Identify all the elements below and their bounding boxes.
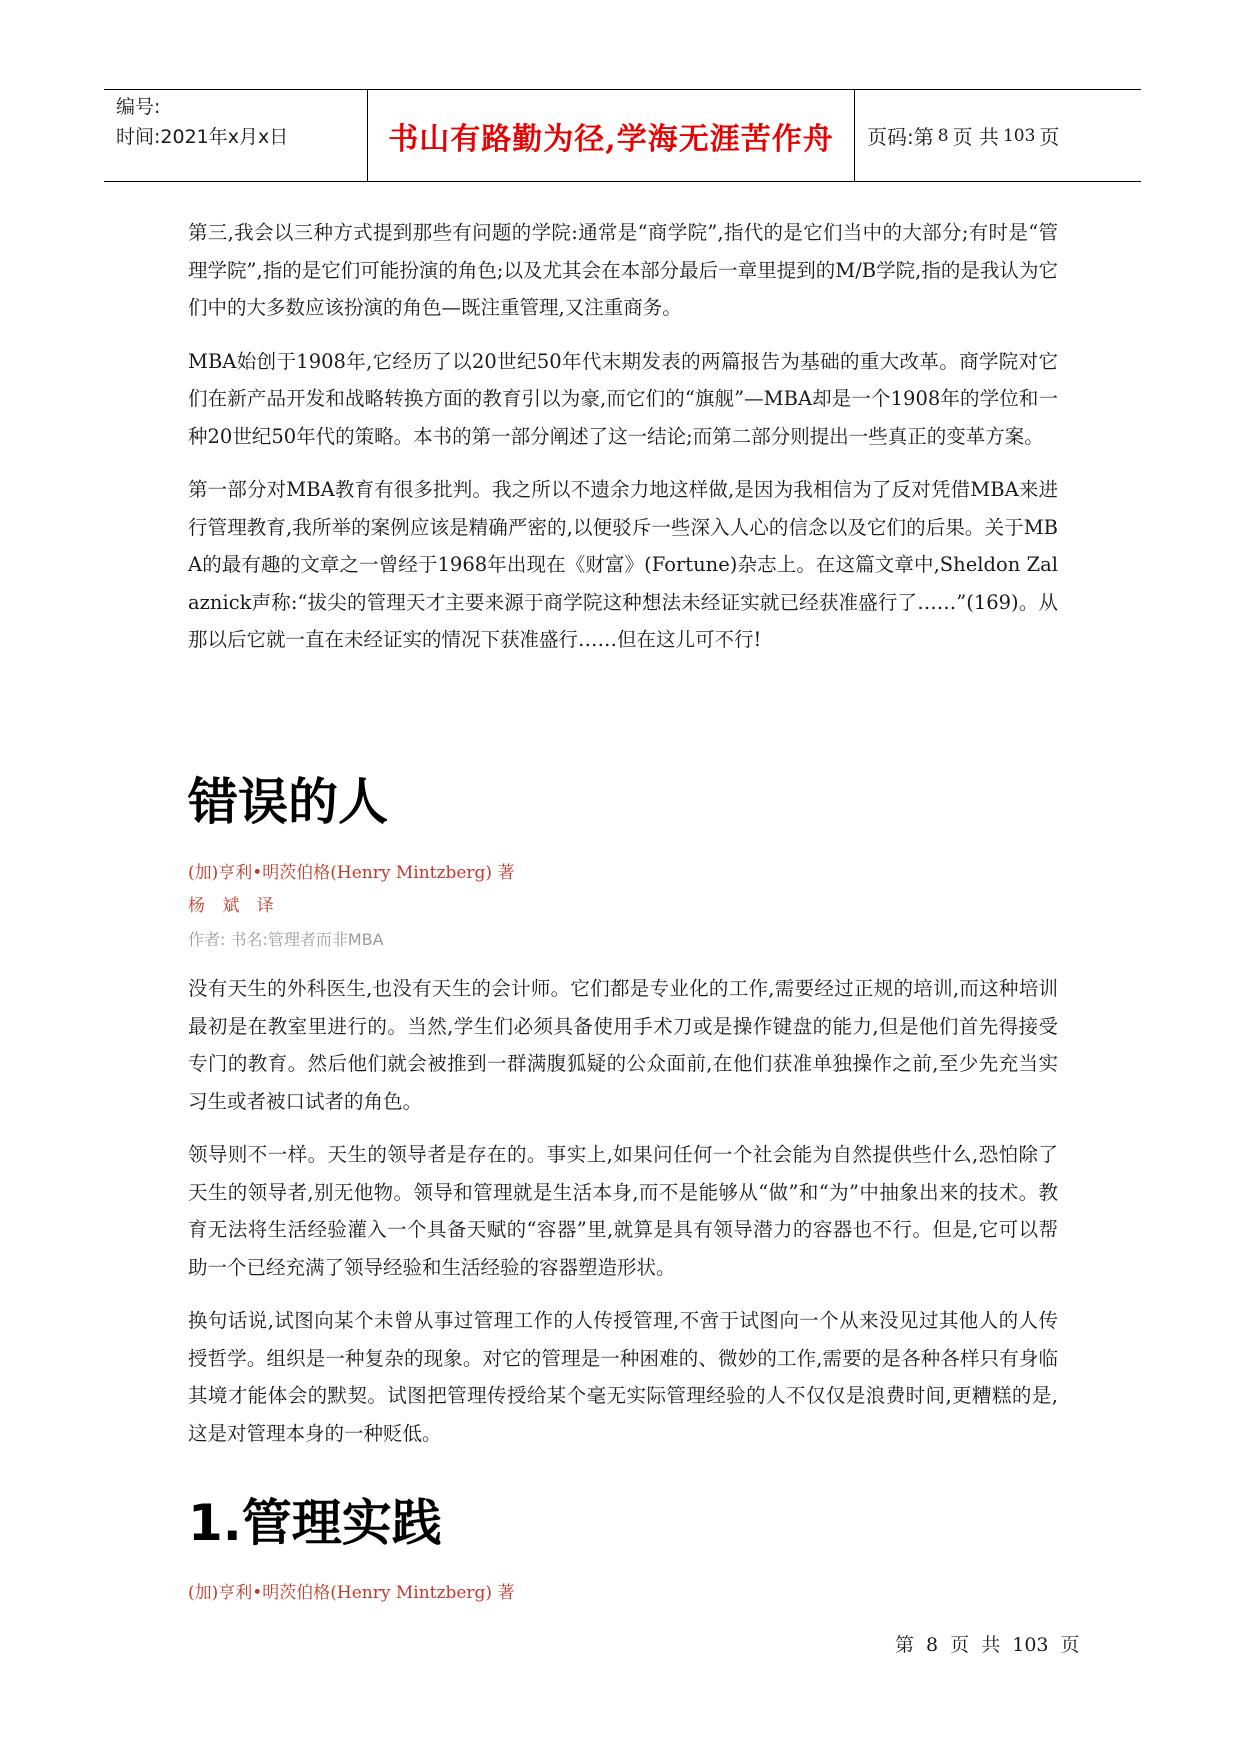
author-line: (加)亨利•明茨伯格(Henry Mintzberg) 著 (188, 863, 515, 883)
paragraph: 领导则不一样。天生的领导者是存在的。事实上,如果问任何一个社会能为自然提供些什么,恐怕除了天生的领导者,别无他物。领导和管理就是生活本身,而不是能够从“做”和“为”中抽象出来的技术。教育无法将生活经验灌入一个具备天赋的“容器”里,就算是具有领导潜力的容器也不行。但是,它可以帮助一个已经充满了领导经验和生活经验的容器塑造形状。 (188, 1143, 1058, 1279)
header-motto-cell (368, 90, 855, 181)
paragraph: 第三,我会以三种方式提到那些有问题的学院:通常是“商学院”,指代的是它们当中的大部分;有时是“管理学院”,指的是它们可能扮演的角色;以及尤其会在本部分最后一章里提到的M/B学院,指的是我认为它们中的大多数应该扮演的角色—既注重管理,又注重商务。 (188, 221, 1058, 319)
page-label: 页码:第 (867, 125, 934, 149)
translator-line: 杨 斌 译 (188, 896, 280, 916)
paragraph: MBA始创于1908年,它经历了以20世纪50年代末期发表的两篇报告为基础的重大改革。商学院对它们在新产品开发和战略转换方面的教育引以为豪,而它们的“旗舰”—MBA却是一个1908年的学位和一种20世纪50年代的策略。本书的第一部分阐述了这一结论;而第二部分则提出一些真正的变革方案。 (188, 349, 1058, 448)
section-wrong-people (188, 762, 1058, 834)
document-number-label: 编号: (116, 96, 161, 118)
page-end-label: 页 (1039, 125, 1060, 149)
paragraph: 没有天生的外科医生,也没有天生的会计师。它们都是专业化的工作,需要经过正规的培训,而这种培训最初是在教室里进行的。当然,学生们必须具备使用手术刀或是操作键盘的能力,但是他们首先得接受专门的教育。然后他们就会被推到一群满腹狐疑的公众面前,在他们获准单独操作之前,至少先充当实习生或者被口试者的角色。 (188, 977, 1058, 1113)
document-time-label: 时间:2021年x月x日 (116, 126, 289, 148)
page-header (104, 89, 1141, 182)
section-heading: 1.管理实践 (188, 1494, 442, 1552)
section1-body (188, 970, 1058, 1452)
paragraph: 第一部分对MBA教育有很多批判。我之所以不遗余力地这样做,是因为我相信为了反对凭借MBA来进行管理教育,我所举的案例应该是精确严密的,以便驳斥一些深入人心的信念以及它们的后果。关于MBA的最有趣的文章之一曾经于1968年出现在《财富》(Fortune)杂志上。在这篇文章中,Sheldon Zalaznick声称:“拔尖的管理天才主要来源于商学院这种想法未经证实就已经获准盛行了……”(169)。从那以后它就一直在未经证实的情况下获准盛行……但在这儿可不行! (188, 478, 1058, 651)
header-meta-cell (104, 90, 368, 181)
author-line: (加)亨利•明茨伯格(Henry Mintzberg) 著 (188, 1583, 515, 1603)
page-of-label: 页 共 (952, 125, 999, 149)
section1-byline (188, 857, 1058, 956)
header-page-cell (855, 90, 1141, 181)
header-motto: 书山有路勤为径,学海无涯苦作舟 (388, 121, 834, 157)
section-heading: 错误的人 (188, 773, 388, 831)
page-total: 103 (1002, 125, 1036, 146)
page-footer: 第 8 页 共 103 页 (895, 1634, 1080, 1656)
section2-byline (188, 1577, 1058, 1610)
section-management-practice (188, 1483, 1058, 1555)
book-info-line: 作者: 书名:管理者而非MBA (188, 930, 384, 949)
intro-section (188, 214, 1058, 659)
paragraph: 换句话说,试图向某个未曾从事过管理工作的人传授管理,不啻于试图向一个从来没见过其他人的人传授哲学。组织是一种复杂的现象。对它的管理是一种困难的、微妙的工作,需要的是各种各样只有身临其境才能体会的默契。试图把管理传授给某个毫无实际管理经验的人不仅仅是浪费时间,更糟糕的是,这是对管理本身的一种贬低。 (188, 1309, 1058, 1445)
page-number: 8 (937, 125, 949, 146)
